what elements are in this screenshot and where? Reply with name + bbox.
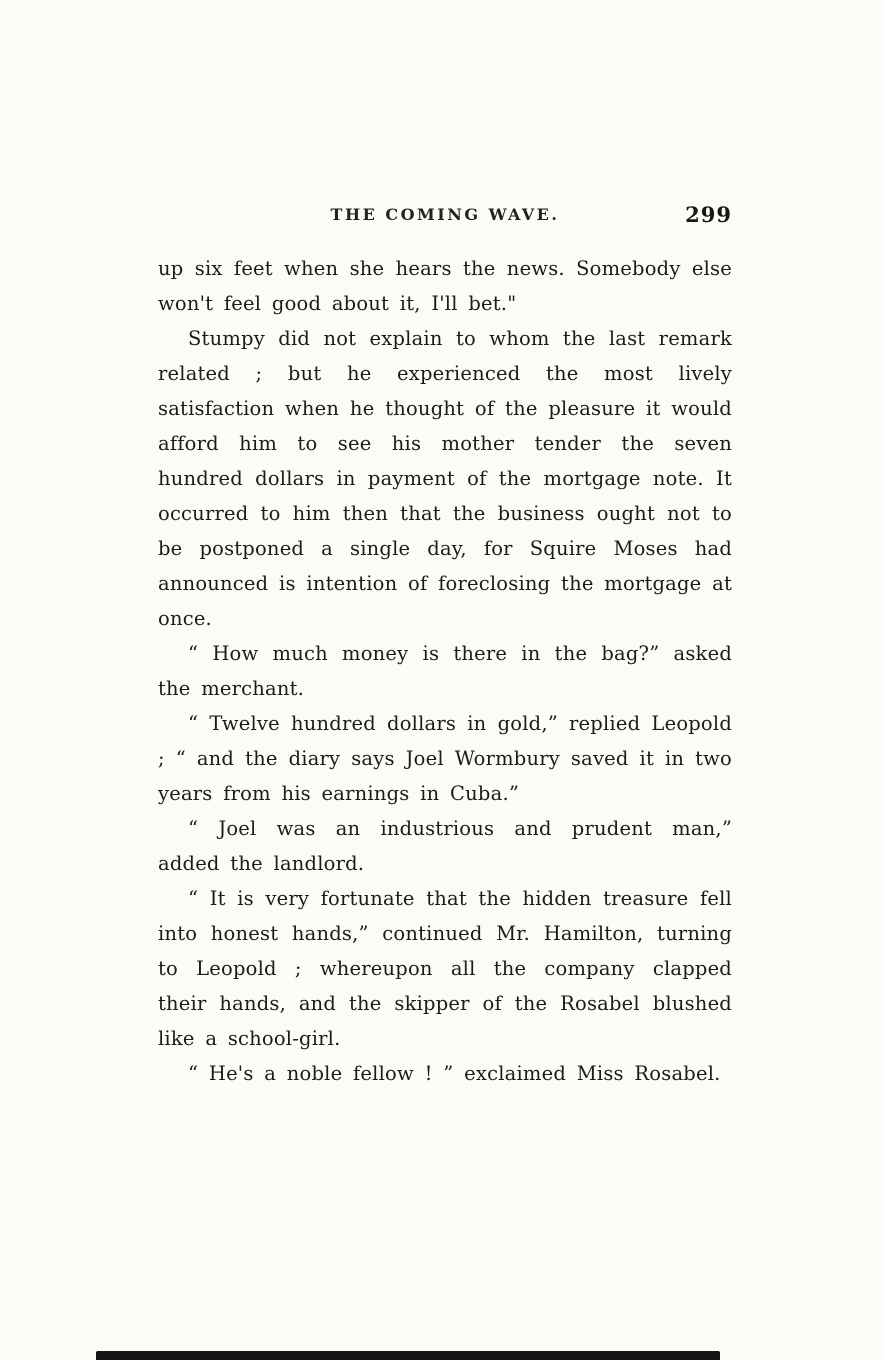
paragraph: Stumpy did not explain to whom the last remark related ; but he experienced the most lively satisfaction when he thought of the pleasure it would afford him to see his mother tender the seven hundred dollars in payment of the mortgage note. It occurred to him then that the business ought not to be postponed a single day, for Squire Moses had announced is intention of foreclosing the mortgage at once. <box>158 327 732 630</box>
text-column <box>158 202 732 1091</box>
page-body <box>158 251 732 1091</box>
scan-edge-artifact <box>96 1351 720 1360</box>
paragraph: “ Joel was an industrious and prudent man,” added the landlord. <box>158 817 732 875</box>
paragraph: “ He's a noble fellow ! ” exclaimed Miss Rosabel. <box>188 1062 721 1085</box>
running-title: THE COMING WAVE. <box>330 205 560 224</box>
paragraph: “ Twelve hundred dollars in gold,” replied Leopold ; “ and the diary says Joel Wormbury saved it in two years from his earnings in Cuba.” <box>158 712 732 805</box>
paragraph: “ It is very fortunate that the hidden treasure fell into honest hands,” continued Mr. Hamilton, turning to Leopold ; whereupon all the company clapped their hands, and the skipper of the Rosabel blushed like a school-girl. <box>158 887 732 1050</box>
page-header <box>158 202 732 235</box>
paragraph: up six feet when she hears the news. Somebody else won't feel good about it, I'll bet." <box>158 257 732 315</box>
paragraph: “ How much money is there in the bag?” asked the merchant. <box>158 642 732 700</box>
page-number: 299 <box>685 202 732 227</box>
